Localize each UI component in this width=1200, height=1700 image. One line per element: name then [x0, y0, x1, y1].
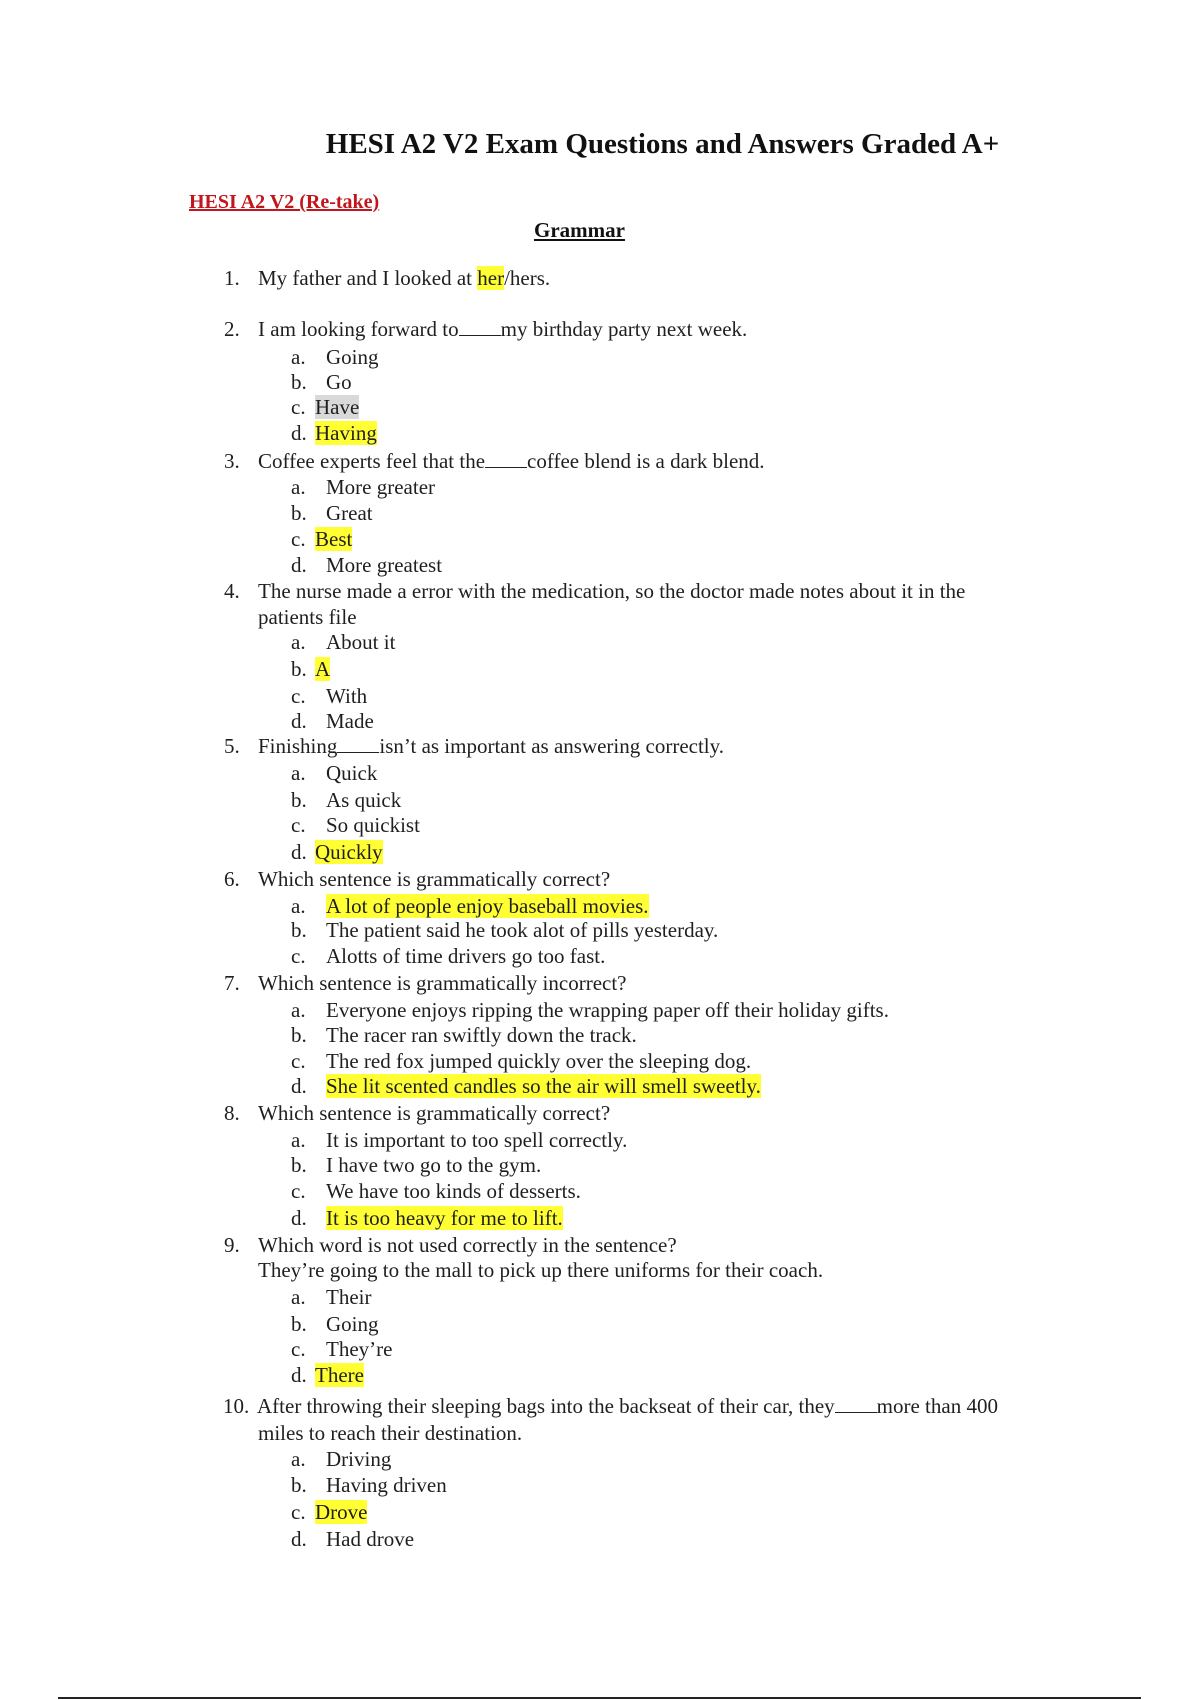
- option-letter: b.: [291, 370, 307, 394]
- option-4-d: [291, 709, 374, 733]
- question-1: [224, 266, 550, 290]
- option-letter: d.: [291, 421, 307, 445]
- option-text: It is important to too spell correctly.: [326, 1128, 628, 1152]
- question-text: Finishing: [258, 734, 338, 758]
- option-text: Having driven: [326, 1473, 447, 1497]
- correct-answer-text: A: [315, 657, 331, 681]
- option-9-a: [291, 1285, 371, 1309]
- question-number: 3.: [224, 449, 240, 473]
- question-10: [223, 1394, 998, 1418]
- option-letter: d.: [291, 840, 307, 864]
- option-10-c: [291, 1500, 367, 1524]
- question-number: 2.: [224, 317, 240, 341]
- correct-answer-text: Best: [315, 527, 353, 551]
- question-text: Which sentence is grammatically correct?: [258, 867, 611, 891]
- option-9-d: [291, 1363, 364, 1387]
- correct-answer-text: There: [315, 1363, 364, 1387]
- question-continuation: [258, 605, 357, 629]
- option-letter: b.: [291, 1023, 307, 1047]
- option-text: We have too kinds of desserts.: [326, 1179, 581, 1203]
- question-number: 10.: [223, 1394, 250, 1418]
- question-text: Which sentence is grammatically correct?: [258, 1101, 611, 1125]
- question-number: 9.: [224, 1233, 240, 1257]
- option-7-d: [291, 1074, 761, 1098]
- answer-blank: [459, 318, 501, 336]
- option-letter: a.: [291, 894, 306, 918]
- option-letter: c.: [291, 1337, 306, 1361]
- option-letter: d.: [291, 1527, 307, 1551]
- question-number: 4.: [224, 579, 240, 603]
- option-letter: a.: [291, 1447, 306, 1471]
- question-text-continued: They’re going to the mall to pick up there uniforms for their coach.: [258, 1258, 824, 1282]
- question-text-end: more than 400: [876, 1394, 998, 1418]
- option-letter: a.: [291, 1128, 306, 1152]
- option-letter: b.: [291, 1473, 307, 1497]
- option-9-b: [291, 1312, 379, 1336]
- option-letter: d.: [291, 1363, 307, 1387]
- question-text-end: my birthday party next week.: [500, 317, 748, 341]
- exam-subtitle: HESI A2 V2 (Re-take): [189, 191, 380, 213]
- answer-blank: [835, 1395, 877, 1413]
- option-text: Going: [326, 345, 379, 369]
- option-5-c: [291, 813, 420, 837]
- option-text: Their: [326, 1285, 372, 1309]
- option-text: About it: [326, 630, 396, 654]
- option-text: More greater: [326, 475, 436, 499]
- question-text: Coffee experts feel that the: [258, 449, 486, 473]
- option-letter: c.: [291, 813, 306, 837]
- question-text-continued: patients file: [258, 605, 357, 629]
- option-letter: a.: [291, 761, 306, 785]
- footer-rule: [58, 1697, 1141, 1699]
- question-8: [224, 1101, 610, 1125]
- option-3-b: [291, 501, 373, 525]
- option-2-c: [291, 395, 359, 419]
- option-letter: a.: [291, 475, 306, 499]
- option-5-b: [291, 788, 401, 812]
- correct-answer-text: Quickly: [315, 840, 383, 864]
- option-text: Alotts of time drivers go too fast.: [326, 944, 606, 968]
- option-text: Go: [326, 370, 352, 394]
- option-letter: c.: [291, 527, 306, 551]
- option-letter: c.: [291, 684, 306, 708]
- option-letter: c.: [291, 1500, 306, 1524]
- option-letter: d.: [291, 709, 307, 733]
- option-letter: d.: [291, 1206, 307, 1230]
- option-10-d: [291, 1527, 414, 1551]
- option-9-c: [291, 1337, 392, 1361]
- option-text: I have two go to the gym.: [326, 1153, 542, 1177]
- option-letter: c.: [291, 1179, 306, 1203]
- document-title: HESI A2 V2 Exam Questions and Answers Graded A+: [325, 128, 1000, 160]
- question-text: Which sentence is grammatically incorrect?: [258, 971, 627, 995]
- question-7: [224, 971, 627, 995]
- question-5: [224, 734, 724, 758]
- option-letter: a.: [291, 345, 306, 369]
- question-text-end: /hers.: [504, 266, 551, 290]
- option-4-b: [291, 657, 330, 681]
- option-text: Made: [326, 709, 374, 733]
- option-text: Great: [326, 501, 373, 525]
- question-continuation: [258, 1421, 522, 1445]
- option-5-a: [291, 761, 377, 785]
- option-letter: a.: [291, 998, 306, 1022]
- option-text: More greatest: [326, 553, 443, 577]
- question-6: [224, 867, 610, 891]
- question-number: 7.: [224, 971, 240, 995]
- correct-answer-text: Having: [315, 421, 377, 445]
- option-7-b: [291, 1023, 637, 1047]
- question-number: 1.: [224, 266, 240, 290]
- correct-answer-text: Drove: [315, 1500, 368, 1524]
- option-letter: b.: [291, 501, 307, 525]
- question-text: Which word is not used correctly in the sentence?: [258, 1233, 677, 1257]
- question-text: The nurse made a error with the medication, so the doctor made notes about it in the: [258, 579, 966, 603]
- option-letter: b.: [291, 657, 307, 681]
- option-letter: b.: [291, 788, 307, 812]
- question-number: 6.: [224, 867, 240, 891]
- option-8-d: [291, 1206, 563, 1230]
- question-3: [224, 449, 765, 473]
- answer-highlight: her: [477, 266, 505, 290]
- option-letter: c.: [291, 944, 306, 968]
- section-heading: Grammar: [534, 218, 625, 242]
- option-text: Have: [315, 395, 360, 419]
- option-letter: c.: [291, 395, 306, 419]
- option-letter: a.: [291, 630, 306, 654]
- option-text: Driving: [326, 1447, 392, 1471]
- option-text: Everyone enjoys ripping the wrapping paper off their holiday gifts.: [326, 998, 889, 1022]
- option-8-a: [291, 1128, 627, 1152]
- question-continuation: [258, 1258, 823, 1282]
- option-letter: b.: [291, 1312, 307, 1336]
- option-text: The racer ran swiftly down the track.: [326, 1023, 637, 1047]
- correct-answer-text: She lit scented candles so the air will smell sweetly.: [326, 1074, 761, 1098]
- option-8-c: [291, 1179, 581, 1203]
- question-4: [224, 579, 965, 603]
- question-text: My father and I looked at: [258, 266, 478, 290]
- option-5-d: [291, 840, 383, 864]
- question-number: 5.: [224, 734, 240, 758]
- option-text: As quick: [326, 788, 402, 812]
- question-9: [224, 1233, 677, 1257]
- option-text: So quickist: [326, 813, 420, 837]
- option-letter: b.: [291, 918, 307, 942]
- option-text: Quick: [326, 761, 378, 785]
- option-10-a: [291, 1447, 391, 1471]
- option-text: Had drove: [326, 1527, 415, 1551]
- option-6-a: [291, 894, 649, 918]
- option-letter: b.: [291, 1153, 307, 1177]
- option-2-a: [291, 345, 379, 369]
- option-10-b: [291, 1473, 447, 1497]
- question-text-continued: miles to reach their destination.: [258, 1421, 523, 1445]
- option-text: Going: [326, 1312, 379, 1336]
- option-3-d: [291, 553, 442, 577]
- correct-answer-text: It is too heavy for me to lift.: [326, 1206, 563, 1230]
- option-letter: a.: [291, 1285, 306, 1309]
- option-6-b: [291, 918, 718, 942]
- option-3-a: [291, 475, 435, 499]
- answer-blank: [485, 450, 527, 468]
- option-3-c: [291, 527, 352, 551]
- option-8-b: [291, 1153, 541, 1177]
- option-text: The patient said he took alot of pills yesterday.: [326, 918, 719, 942]
- option-2-d: [291, 421, 377, 445]
- option-7-a: [291, 998, 889, 1022]
- question-number: 8.: [224, 1101, 240, 1125]
- option-4-c: [291, 684, 367, 708]
- option-letter: d.: [291, 1074, 307, 1098]
- answer-blank: [337, 735, 379, 753]
- correct-answer-text: A lot of people enjoy baseball movies.: [326, 894, 649, 918]
- question-text-end: isn’t as important as answering correctly.: [379, 734, 725, 758]
- option-text: They’re: [326, 1337, 393, 1361]
- option-letter: d.: [291, 553, 307, 577]
- option-6-c: [291, 944, 605, 968]
- option-text: With: [326, 684, 368, 708]
- question-text: After throwing their sleeping bags into the backseat of their car, they: [257, 1394, 835, 1418]
- option-text: The red fox jumped quickly over the sleeping dog.: [326, 1049, 752, 1073]
- option-letter: c.: [291, 1049, 306, 1073]
- question-2: [224, 317, 747, 341]
- option-2-b: [291, 370, 352, 394]
- question-text-end: coffee blend is a dark blend.: [527, 449, 765, 473]
- option-7-c: [291, 1049, 751, 1073]
- option-4-a: [291, 630, 395, 654]
- question-text: I am looking forward to: [258, 317, 459, 341]
